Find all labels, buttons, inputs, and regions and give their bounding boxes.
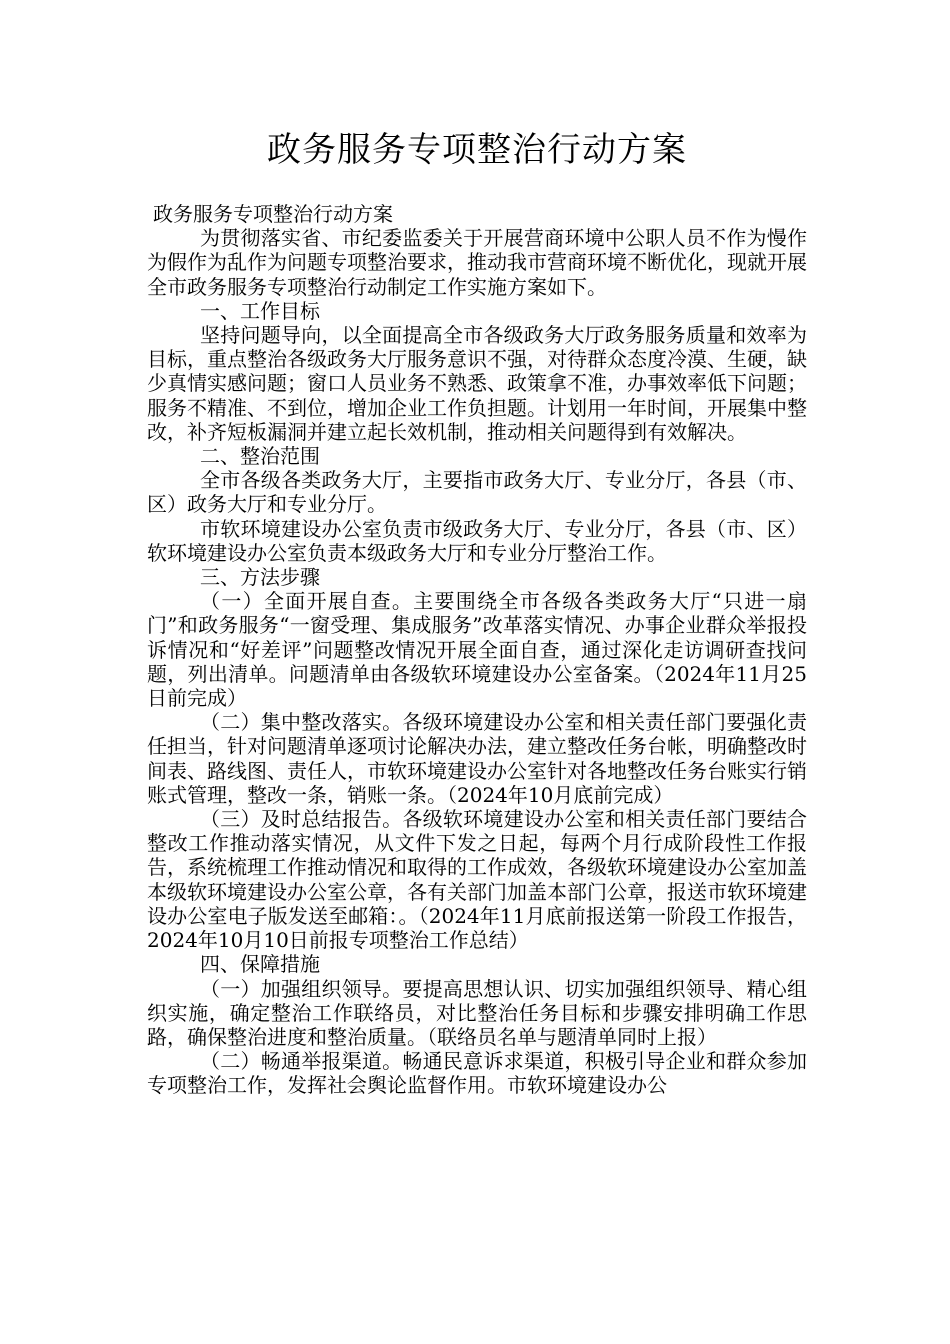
- doc-subtitle: 政务服务专项整治行动方案: [153, 202, 393, 226]
- section-heading-scope: 二、整治范围: [200, 444, 320, 469]
- intro-paragraph: 为贯彻落实省、市纪委监委关于开展营商环境中公职人员不作为慢作为假作为乱作为问题专项整治要求，推动我市营商环境不断优化，现就开展全市政务服务专项整治行动制定工作实施方案如下。: [147, 226, 807, 299]
- steps-paragraph-2: （二）集中整改落实。各级环境建设办公室和相关责任部门要强化责任担当，针对问题清单逐项讨论解决办法，建立整改任务台帐，明确整改时间表、路线图、责任人，市软环境建设办公室针对各地整改任务台账实行销账式管理，整改一条，销账一条。（2024年10月底前完成）: [147, 710, 807, 807]
- scope-paragraph-1: 全市各级各类政务大厅，主要指市政务大厅、专业分厅，各县（市、区）政务大厅和专业分厅。: [147, 468, 807, 517]
- goals-paragraph: 坚持问题导向，以全面提高全市各级政务大厅政务服务质量和效率为目标，重点整治各级政务大厅服务意识不强，对待群众态度冷漠、生硬，缺少真情实感问题；窗口人员业务不熟悉、政策拿不准，办事效率低下问题；服务不精准、不到位，增加企业工作负担题。计划用一年时间，开展集中整改，补齐短板漏洞并建立起长效机制，推动相关问题得到有效解决。: [147, 323, 807, 444]
- document-body: [147, 202, 807, 1098]
- section-heading-measures: 四、保障措施: [200, 952, 320, 977]
- document-title: 政务服务专项整治行动方案: [267, 130, 687, 170]
- steps-paragraph-1: （一）全面开展自查。主要围绕全市各级各类政务大厅“只进一扇门”和政务服务“一窗受理、集成服务”改革落实情况、办事企业群众举报投诉情况和“好差评”问题整改情况开展全面自查，通过深化走访调研查找问题，列出清单。问题清单由各级软环境建设办公室备案。（2024年11月25日前完成）: [147, 589, 807, 711]
- measures-paragraph-2: （二）畅通举报渠道。畅通民意诉求渠道，积极引导企业和群众参加专项整治工作，发挥社会舆论监督作用。市软环境建设办公: [147, 1049, 807, 1098]
- scope-paragraph-2: 市软环境建设办公室负责市级政务大厅、专业分厅，各县（市、区）软环境建设办公室负责本级政务大厅和专业分厅整治工作。: [147, 516, 807, 565]
- section-heading-steps: 三、方法步骤: [200, 565, 320, 590]
- steps-paragraph-3: （三）及时总结报告。各级软环境建设办公室和相关责任部门要结合整改工作推动落实情况，从文件下发之日起，每两个月行成阶段性工作报告，系统梳理工作推动情况和取得的工作成效，各级软环境建设办公室加盖本级软环境建设办公室公章，各有关部门加盖本部门公章，报送市软环境建设办公室电子版发送至邮箱：。（2024年11月底前报送第一阶段工作报告，2024年10月10日前报专项整治工作总结）: [147, 807, 807, 953]
- measures-paragraph-1: （一）加强组织领导。要提高思想认识、切实加强组织领导、精心组织实施，确定整治工作联络员，对比整治任务目标和步骤安排明确工作思路，确保整治进度和整治质量。（联络员名单与题清单同时上报）: [147, 976, 807, 1049]
- section-heading-goals: 一、工作目标: [200, 298, 320, 323]
